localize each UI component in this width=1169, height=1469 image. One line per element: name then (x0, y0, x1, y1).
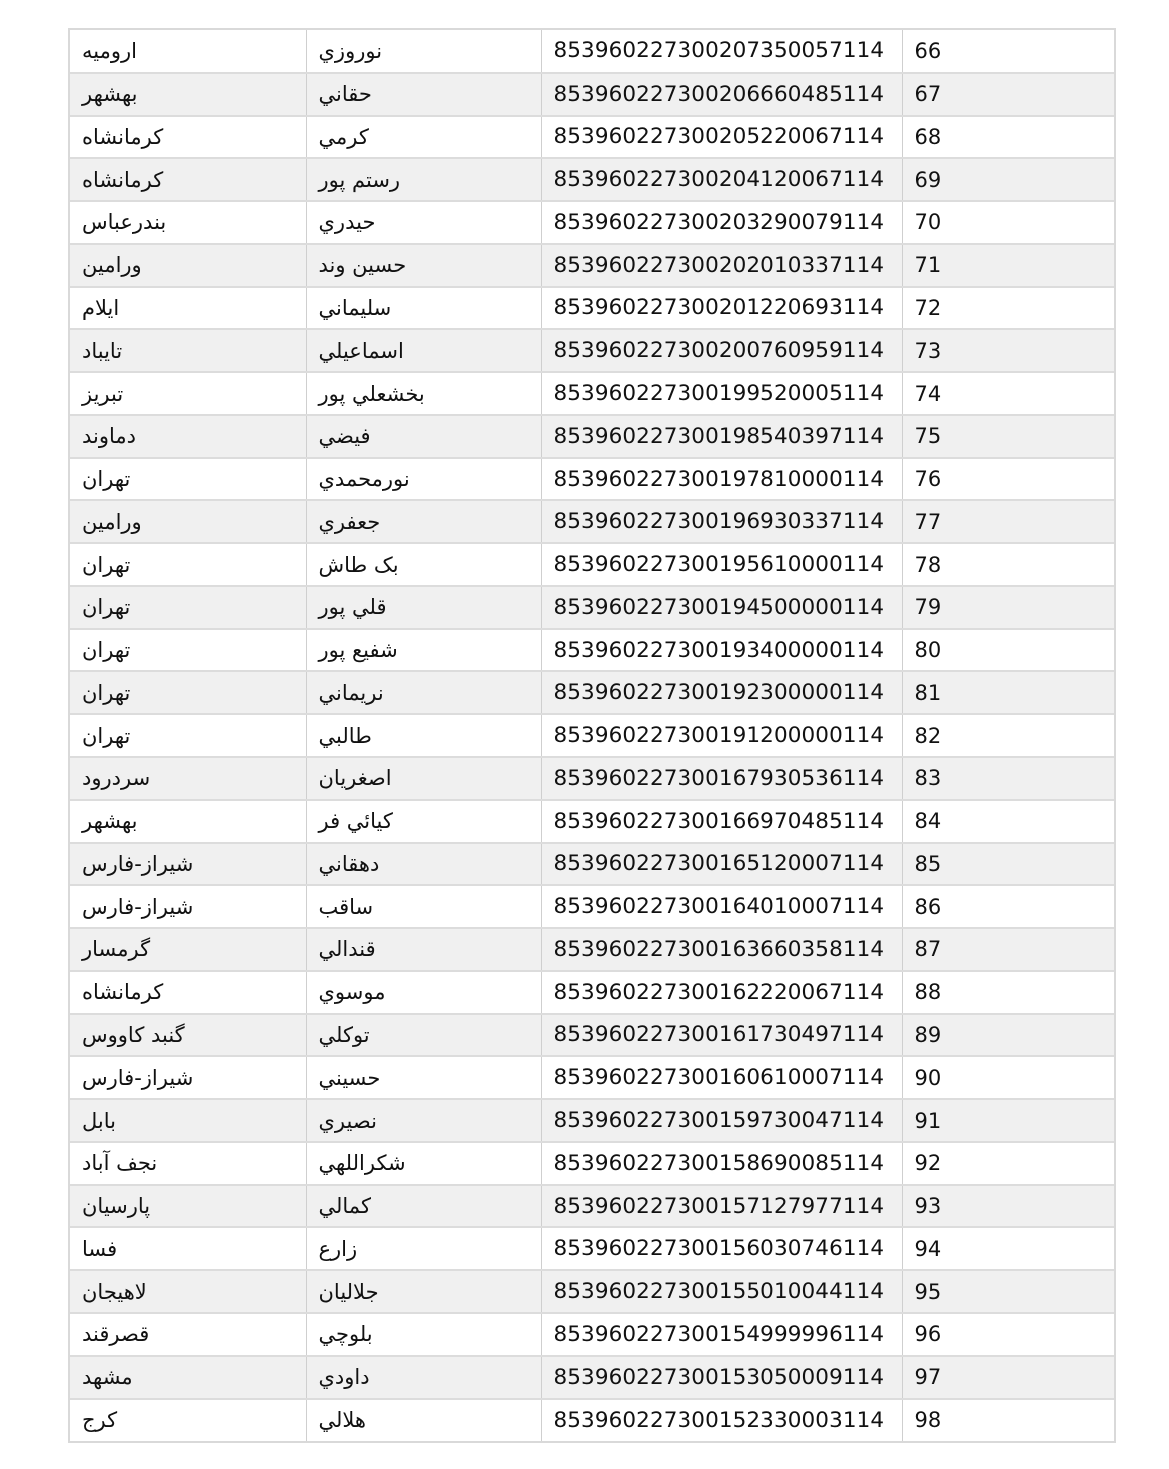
table-row (70, 372, 1114, 415)
table-row (70, 971, 1114, 1014)
city-cell: گنبد کاووس (70, 1014, 306, 1057)
surname-cell: هلالي (306, 1399, 541, 1442)
surname-cell: دهقاني (306, 843, 541, 886)
code-cell: 853960227300196930337114 (541, 500, 902, 543)
surname-cell: شفيع پور (306, 629, 541, 672)
table-row (70, 500, 1114, 543)
code-cell: 853960227300154999996114 (541, 1313, 902, 1356)
city-cell: فسا (70, 1227, 306, 1270)
code-cell: 853960227300206660485114 (541, 73, 902, 116)
row-number-cell: 80 (902, 629, 1114, 672)
code-cell: 853960227300191200000114 (541, 714, 902, 757)
surname-cell: بلوچي (306, 1313, 541, 1356)
city-cell: نجف آباد (70, 1142, 306, 1185)
city-cell: پارسيان (70, 1185, 306, 1228)
surname-cell: شکراللهي (306, 1142, 541, 1185)
row-number-cell: 85 (902, 843, 1114, 886)
table-row (70, 843, 1114, 886)
row-number-cell: 95 (902, 1270, 1114, 1313)
row-number-cell: 79 (902, 586, 1114, 629)
code-cell: 853960227300161730497114 (541, 1014, 902, 1057)
city-cell: تهران (70, 543, 306, 586)
row-number-cell: 98 (902, 1399, 1114, 1442)
surname-cell: حقاني (306, 73, 541, 116)
table-row (70, 1056, 1114, 1099)
code-cell: 853960227300152330003114 (541, 1399, 902, 1442)
code-cell: 853960227300160610007114 (541, 1056, 902, 1099)
row-number-cell: 72 (902, 287, 1114, 330)
city-cell: تهران (70, 586, 306, 629)
city-cell: ارومیه (70, 30, 306, 73)
table-row (70, 671, 1114, 714)
row-number-cell: 83 (902, 757, 1114, 800)
code-cell: 853960227300166970485114 (541, 800, 902, 843)
table-row (70, 543, 1114, 586)
code-cell: 853960227300197810000114 (541, 458, 902, 501)
surname-cell: رستم پور (306, 158, 541, 201)
table-row (70, 458, 1114, 501)
city-cell: شيراز-فارس (70, 1056, 306, 1099)
surname-cell: اسماعيلي (306, 329, 541, 372)
city-cell: تهران (70, 458, 306, 501)
surname-cell: موسوي (306, 971, 541, 1014)
code-cell: 853960227300205220067114 (541, 116, 902, 159)
table-row (70, 757, 1114, 800)
city-cell: دماوند (70, 415, 306, 458)
table-row (70, 1356, 1114, 1399)
city-cell: تبريز (70, 372, 306, 415)
code-cell: 853960227300202010337114 (541, 244, 902, 287)
row-number-cell: 76 (902, 458, 1114, 501)
row-number-cell: 91 (902, 1099, 1114, 1142)
surname-cell: کرمي (306, 116, 541, 159)
city-cell: شيراز-فارس (70, 843, 306, 886)
city-cell: تهران (70, 629, 306, 672)
city-cell: تهران (70, 671, 306, 714)
surname-cell: قلي پور (306, 586, 541, 629)
surname-cell: توکلي (306, 1014, 541, 1057)
city-cell: تهران (70, 714, 306, 757)
surname-cell: نوروزي (306, 30, 541, 73)
code-cell: 853960227300162220067114 (541, 971, 902, 1014)
city-cell: ورامين (70, 244, 306, 287)
table-row (70, 885, 1114, 928)
row-number-cell: 74 (902, 372, 1114, 415)
table-row (70, 287, 1114, 330)
table-row (70, 800, 1114, 843)
row-number-cell: 87 (902, 928, 1114, 971)
code-cell: 853960227300207350057114 (541, 30, 902, 73)
code-cell: 853960227300165120007114 (541, 843, 902, 886)
table-row (70, 73, 1114, 116)
code-cell: 853960227300163660358114 (541, 928, 902, 971)
city-cell: کرمانشاه (70, 116, 306, 159)
table-row (70, 1185, 1114, 1228)
code-cell: 853960227300192300000114 (541, 671, 902, 714)
code-cell: 853960227300199520005114 (541, 372, 902, 415)
table-row (70, 1099, 1114, 1142)
row-number-cell: 70 (902, 201, 1114, 244)
table-row (70, 30, 1114, 73)
table-row (70, 629, 1114, 672)
surname-cell: جلاليان (306, 1270, 541, 1313)
surname-cell: کمالي (306, 1185, 541, 1228)
table-row (70, 1270, 1114, 1313)
surname-cell: حيدري (306, 201, 541, 244)
code-cell: 853960227300203290079114 (541, 201, 902, 244)
table-row (70, 1313, 1114, 1356)
code-cell: 853960227300155010044114 (541, 1270, 902, 1313)
row-number-cell: 67 (902, 73, 1114, 116)
row-number-cell: 81 (902, 671, 1114, 714)
surname-cell: طالبي (306, 714, 541, 757)
surname-cell: ساقب (306, 885, 541, 928)
table-row (70, 928, 1114, 971)
surname-cell: حسيني (306, 1056, 541, 1099)
row-number-cell: 94 (902, 1227, 1114, 1270)
surname-cell: قندالي (306, 928, 541, 971)
table-row (70, 1399, 1114, 1442)
table-row (70, 158, 1114, 201)
code-cell: 853960227300204120067114 (541, 158, 902, 201)
table-row (70, 1227, 1114, 1270)
city-cell: لاهيجان (70, 1270, 306, 1313)
table-row (70, 116, 1114, 159)
row-number-cell: 97 (902, 1356, 1114, 1399)
table-row (70, 714, 1114, 757)
surname-cell: نورمحمدي (306, 458, 541, 501)
row-number-cell: 96 (902, 1313, 1114, 1356)
surname-cell: اصغريان (306, 757, 541, 800)
city-cell: بابل (70, 1099, 306, 1142)
city-cell: مشهد (70, 1356, 306, 1399)
surname-cell: بک طاش (306, 543, 541, 586)
row-number-cell: 92 (902, 1142, 1114, 1185)
city-cell: سردرود (70, 757, 306, 800)
row-number-cell: 78 (902, 543, 1114, 586)
row-number-cell: 84 (902, 800, 1114, 843)
data-table-container (68, 28, 1116, 1443)
code-cell: 853960227300159730047114 (541, 1099, 902, 1142)
surname-cell: جعفري (306, 500, 541, 543)
city-cell: کرج (70, 1399, 306, 1442)
code-cell: 853960227300167930536114 (541, 757, 902, 800)
row-number-cell: 68 (902, 116, 1114, 159)
table-row (70, 201, 1114, 244)
row-number-cell: 88 (902, 971, 1114, 1014)
row-number-cell: 86 (902, 885, 1114, 928)
surname-cell: نصيري (306, 1099, 541, 1142)
table-body (70, 30, 1114, 1441)
row-number-cell: 89 (902, 1014, 1114, 1057)
row-number-cell: 82 (902, 714, 1114, 757)
table-row (70, 586, 1114, 629)
surname-cell: نريماني (306, 671, 541, 714)
surname-cell: بخشعلي پور (306, 372, 541, 415)
code-cell: 853960227300200760959114 (541, 329, 902, 372)
row-number-cell: 77 (902, 500, 1114, 543)
city-cell: قصرقند (70, 1313, 306, 1356)
code-cell: 853960227300193400000114 (541, 629, 902, 672)
code-cell: 853960227300201220693114 (541, 287, 902, 330)
records-table (70, 30, 1114, 1441)
row-number-cell: 93 (902, 1185, 1114, 1228)
row-number-cell: 69 (902, 158, 1114, 201)
city-cell: شيراز-فارس (70, 885, 306, 928)
city-cell: ايلام (70, 287, 306, 330)
surname-cell: حسين وند (306, 244, 541, 287)
city-cell: ورامين (70, 500, 306, 543)
code-cell: 853960227300195610000114 (541, 543, 902, 586)
city-cell: گرمسار (70, 928, 306, 971)
code-cell: 853960227300194500000114 (541, 586, 902, 629)
code-cell: 853960227300158690085114 (541, 1142, 902, 1185)
row-number-cell: 66 (902, 30, 1114, 73)
city-cell: کرمانشاه (70, 971, 306, 1014)
surname-cell: فيضي (306, 415, 541, 458)
row-number-cell: 75 (902, 415, 1114, 458)
city-cell: بهشهر (70, 800, 306, 843)
row-number-cell: 71 (902, 244, 1114, 287)
city-cell: تایباد (70, 329, 306, 372)
city-cell: بندرعباس (70, 201, 306, 244)
table-row (70, 244, 1114, 287)
table-row (70, 1014, 1114, 1057)
surname-cell: زارع (306, 1227, 541, 1270)
row-number-cell: 73 (902, 329, 1114, 372)
table-row (70, 1142, 1114, 1185)
surname-cell: سليماني (306, 287, 541, 330)
code-cell: 853960227300157127977114 (541, 1185, 902, 1228)
surname-cell: داودي (306, 1356, 541, 1399)
code-cell: 853960227300153050009114 (541, 1356, 902, 1399)
city-cell: کرمانشاه (70, 158, 306, 201)
table-row (70, 329, 1114, 372)
row-number-cell: 90 (902, 1056, 1114, 1099)
code-cell: 853960227300198540397114 (541, 415, 902, 458)
table-row (70, 415, 1114, 458)
surname-cell: کيائي فر (306, 800, 541, 843)
code-cell: 853960227300164010007114 (541, 885, 902, 928)
code-cell: 853960227300156030746114 (541, 1227, 902, 1270)
city-cell: بهشهر (70, 73, 306, 116)
